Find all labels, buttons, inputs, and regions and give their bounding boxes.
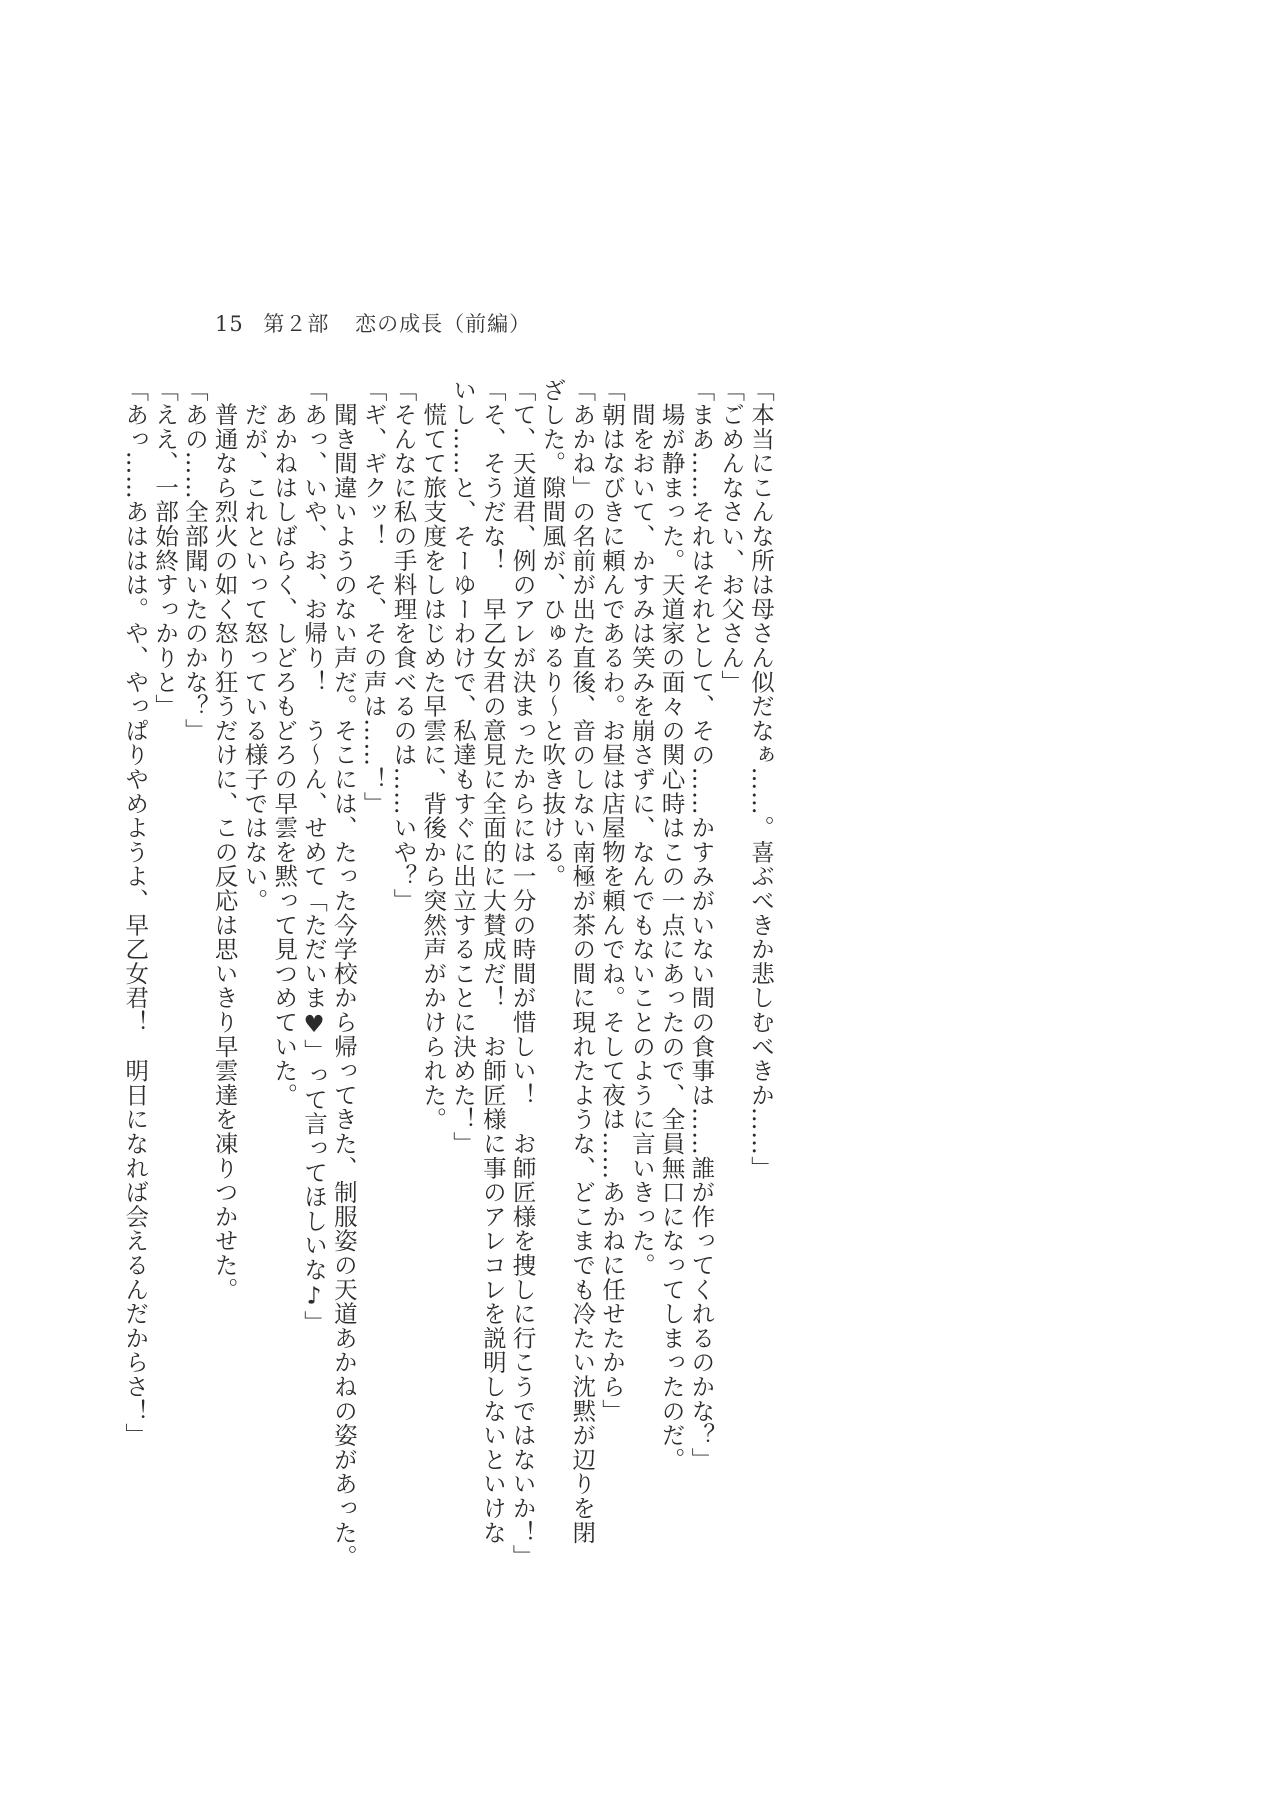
text-line: 「あっ、いや、お、お帰り！ う〜ん、せめて「ただいま♥」って言ってほしいな♪」 xyxy=(300,378,329,1335)
text-line: 慌てて旅支度をしはじめた早雲に、背後から突然声がかけられた。 xyxy=(419,378,448,1132)
text-line: 「あの……全部聞いたのかな？」 xyxy=(180,378,209,743)
text-line: 「朝はなびきに頼んであるわ。お昼は店屋物を頼んでね。そして夜は……あかねに任せたから」 xyxy=(598,378,627,1423)
text-line: 「そんなに私の手料理を食べるのは……いや？」 xyxy=(389,378,418,913)
text-line: 間をおいて、かすみは笑みを崩さずに、なんでもないことのように言いきった。 xyxy=(627,378,656,1278)
text-line: 「ええ、一部始終すっかりと」 xyxy=(151,378,180,719)
text-line: 「て、天道君、例のアレが決まったからには一分の時間が惜しい！ お師匠様を捜しに行こうではないか！」 xyxy=(508,378,537,1569)
text-line: 「あかね」の名前が出た直後、音のしない南極が茶の間に現れたような、どこまでも冷たい沈黙が辺りを閉 xyxy=(568,378,597,1545)
text-line: 「ギ、ギクッ！ そ、その声は……！」 xyxy=(359,378,388,816)
text-line: 「本当にこんな所は母さん似だなぁ……。喜ぶべきか悲しむべきか……」 xyxy=(747,378,775,1180)
vertical-text-body xyxy=(121,378,775,1569)
chapter-title: 恋の成長（前編） xyxy=(355,312,532,336)
text-line: 「ごめんなさい、お父さん」 xyxy=(717,378,746,694)
text-line: 「そ、そうだな！ 早乙女君の意見に全面的に大賛成だ！ お師匠様に事のアレコレを説明しないといけな xyxy=(478,378,507,1545)
text-line: あかねはしばらく、しどろもどろの早雲を黙って見つめていた。 xyxy=(270,378,299,1107)
text-line: 聞き間違いようのない声だ。そこには、たった今学校から帰ってきた、制服姿の天道あかねの姿があった。 xyxy=(329,378,358,1569)
text-line: 普通なら烈火の如く怒り狂うだけに、この反応は思いきり早雲達を凍りつかせた。 xyxy=(210,378,239,1302)
text-line: だが、これといって怒っている様子ではない。 xyxy=(240,378,269,913)
text-line: 「まあ……それはそれとして、その……かすみがいない間の食事は……誰が作ってくれるのかな？」 xyxy=(687,378,716,1472)
text-line: 場が静まった。天道家の面々の関心時はこの一点にあったので、全員無口になってしまったのだ。 xyxy=(657,378,686,1472)
page-number: 15 xyxy=(215,312,244,336)
part-label: 第２部 xyxy=(263,312,330,336)
running-header xyxy=(215,308,531,338)
text-line: いし……と、そーゆーわけで、私達もすぐに出立することに決めた！」 xyxy=(449,378,478,1156)
text-line: 「あっ……あははは。や、やっぱりやめようよ、早乙女君！ 明日になれば会えるんだからさ！」 xyxy=(121,378,150,1448)
text-line: ざした。隙間風が、ひゅるり〜と吹き抜ける。 xyxy=(538,378,567,889)
